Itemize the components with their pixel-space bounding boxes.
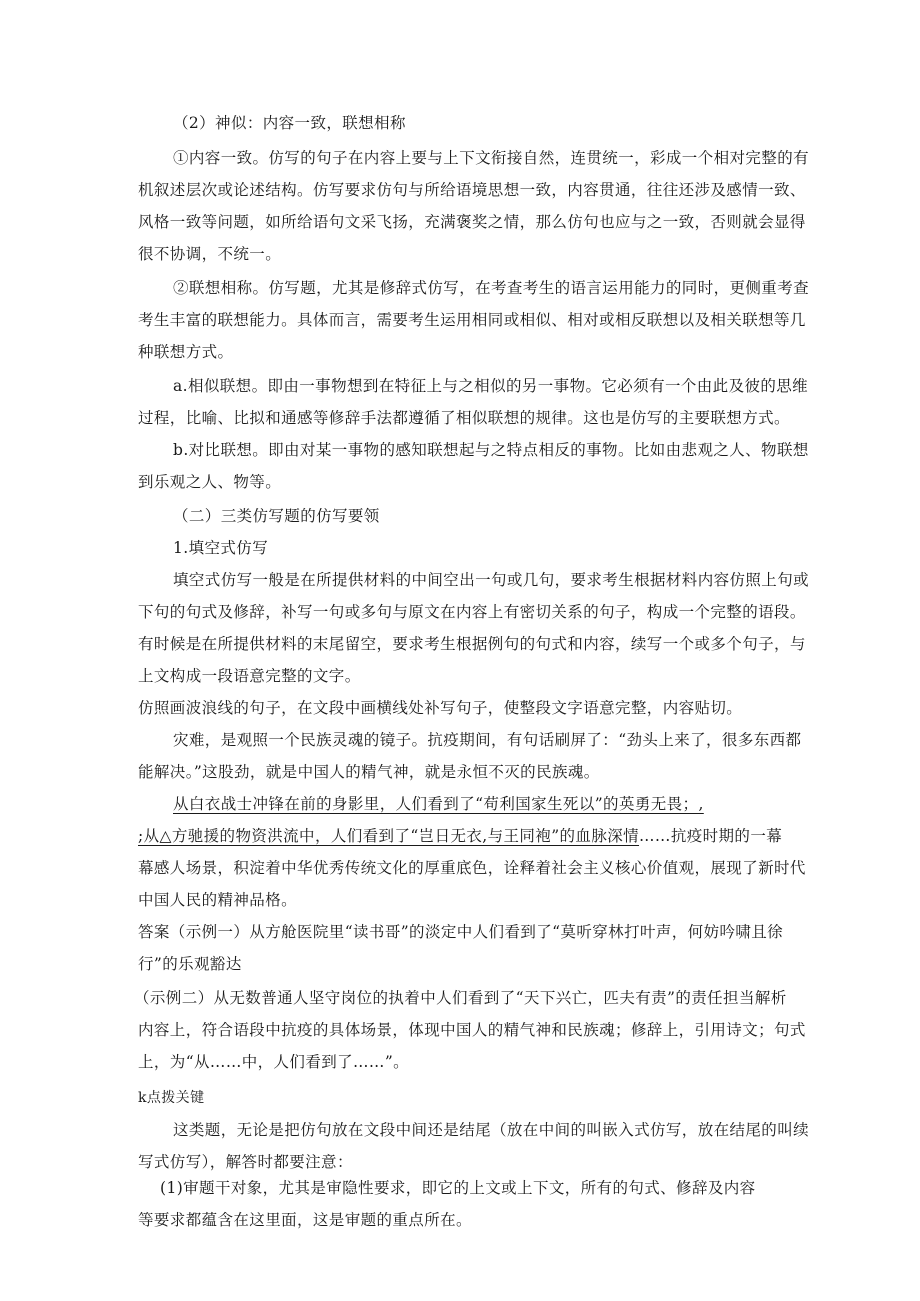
paragraph-line: 风格一致等问题，如所给语句文采飞扬，充满褒奖之情，那么仿句也应与之一致，否则就会显得: [138, 213, 806, 231]
underlined-example-sentence: ;从△方驰援的物资洪流中，人们看到了“岂日无衣,与王同袍”的血脉深情: [138, 827, 640, 845]
paragraph-line: 有时候是在所提供材料的末尾留空，要求考生根据例句的句式和内容，续写一个或多个句子，与: [138, 635, 806, 653]
paragraph-line: 种联想方式。: [138, 343, 234, 361]
paragraph-line: 下句的句式及修辞，补写一句或多句与原文在内容上有密切关系的句子，构成一个完整的语段。: [138, 603, 806, 621]
paragraph-line: 灾难，是观照一个民族灵魂的镜子。抗疫期间，有句话刷屏了：“劲头上来了，很多东西都: [173, 731, 802, 749]
paragraph-line: (1)审题干对象，尤其是审隐性要求，即它的上文或上下文，所有的句式、修辞及内容: [160, 1179, 756, 1197]
paragraph-line: ②联想相称。仿写题，尤其是修辞式仿写，在考查考生的语言运用能力的同时，更侧重考查: [173, 279, 810, 297]
paragraph-line: 机叙述层次或论述结构。仿写要求仿句与所给语境思想一致，内容贯通，往往还涉及感情一致、: [138, 181, 806, 199]
paragraph-line: 填空式仿写一般是在所提供材料的中间空出一句或几句，要求考生根据材料内容仿照上句或: [173, 571, 810, 589]
subsection-heading-fill-blank: 1.填空式仿写: [173, 539, 269, 557]
paragraph-line: 这类题，无论是把仿句放在文段中间还是结尾（放在中间的叫嵌入式仿写，放在结尾的叫续: [173, 1121, 810, 1139]
paragraph-line: 到乐观之人、物等。: [138, 473, 282, 491]
paragraph-line: 等要求都蕴含在这里面，这是审题的重点所在。: [138, 1211, 472, 1229]
paragraph-line: 能解决。”这股劲，就是中国人的精气神，就是永恒不灭的民族魂。: [138, 763, 600, 781]
key-points-heading: k点拨关键: [138, 1090, 205, 1106]
section-heading-three-types: （二）三类仿写题的仿写要领: [173, 507, 380, 525]
answer-line: （示例二）从无数普通人坚守岗位的执着中人们看到了“天下兴亡，匹夫有责”的责任担当解析: [134, 989, 787, 1007]
paragraph-line: 上文构成一段语意完整的文字。: [138, 667, 361, 685]
exercise-instruction: 仿照画波浪线的句子，在文段中画横线处补写句子，使整段文字语意完整，内容贴切。: [138, 699, 743, 717]
analysis-line: 内容上，符合语段中抗疫的具体场景，体现中国人的精气神和民族魂；修辞上，引用诗文；句式: [138, 1021, 806, 1039]
paragraph-line-tail: ……抗疫时期的一幕: [639, 827, 783, 845]
analysis-line: 上，为“从……中，人们看到了……”。: [138, 1053, 410, 1071]
paragraph-line: b.对比联想。即由对某一事物的感知联想起与之特点相反的事物。比如由悲观之人、物联想: [173, 441, 809, 459]
paragraph-line: 写式仿写），解答时都要注意：: [138, 1153, 353, 1171]
paragraph-line: 过程，比喻、比拟和通感等修辞手法都遵循了相似联想的规律。这也是仿写的主要联想方式。: [138, 409, 790, 427]
underlined-example-sentence: 从白衣战士冲锋在前的身影里，人们看到了“苟利国家生死以”的英勇无畏；,: [173, 795, 704, 813]
paragraph-line: a.相似联想。即由一事物想到在特征上与之相似的另一事物。它必须有一个由此及彼的思维: [173, 377, 809, 395]
paragraph-line: ①内容一致。仿写的句子在内容上要与上下文衔接自然，连贯统一，彩成一个相对完整的有: [173, 149, 810, 167]
answer-line: 答案（示例一）从方舱医院里“读书哥”的淡定中人们看到了“莫听穿林打叶声，何妨吟啸且徐: [138, 923, 784, 941]
answer-line: 行”的乐观豁达: [138, 955, 242, 973]
paragraph-line: 考生丰富的联想能力。具体而言，需要考生运用相同或相似、相对或相反联想以及相关联想等几: [138, 311, 806, 329]
paragraph-line: 很不协调，不统一。: [138, 245, 282, 263]
section-heading-shensi: （2）神似：内容一致，联想相称: [173, 114, 406, 132]
paragraph-line: [138, 826, 782, 846]
paragraph-line: 幕感人场景，积淀着中华优秀传统文化的厚重底色，诠释着社会主义核心价值观，展现了新时代: [138, 859, 806, 877]
paragraph-line: 中国人民的精神品格。: [138, 891, 298, 909]
